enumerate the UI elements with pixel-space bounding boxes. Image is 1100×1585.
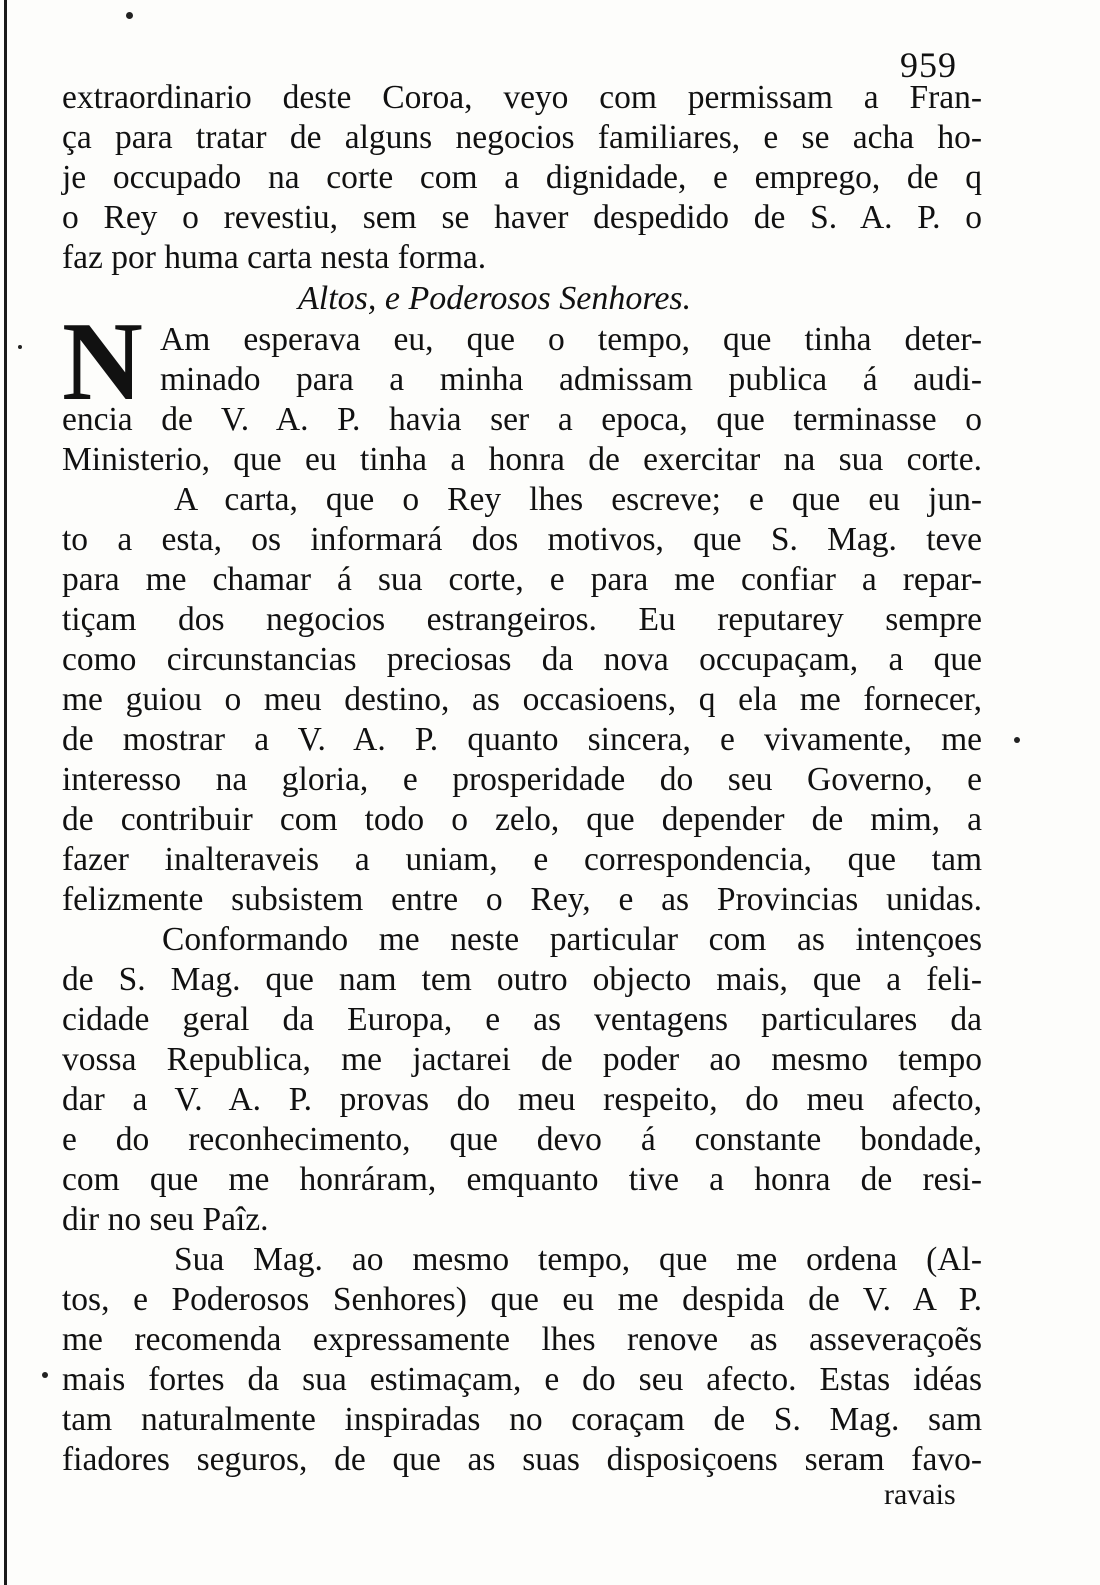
paragraph-4 (62, 920, 982, 1240)
text-line: cidade geral da Europa, e as ventagens particulares da (62, 1001, 982, 1038)
text-line: ça para tratar de alguns negocios familiares, e se acha ho- (62, 119, 982, 156)
drop-cap: N (62, 300, 143, 424)
text-line: mais fortes da sua estimaçam, e do seu afecto. Estas idéas (62, 1361, 982, 1398)
text-line: faz por huma carta nesta forma. (62, 239, 487, 276)
text-line: Conformando me neste particular com as intençoes (162, 921, 982, 958)
page-number: 959 (900, 45, 957, 85)
text-line: com que me honráram, emquanto tive a honra de resi- (62, 1161, 982, 1198)
text-line: tiçam dos negocios estrangeiros. Eu reputarey sempre (62, 601, 982, 638)
letter-salutation: Altos, e Poderosos Senhores. (298, 280, 692, 317)
page-edge-shadow (4, 0, 7, 1585)
text-line: vossa Republica, me jactarei de poder ao mesmo tempo (62, 1041, 982, 1078)
ink-speck (126, 12, 133, 19)
text-line: Am esperava eu, que o tempo, que tinha deter- (160, 321, 982, 358)
text-line: Ministerio, que eu tinha a honra de exercitar na sua corte. (62, 441, 982, 478)
text-line: interesso na gloria, e prosperidade do seu Governo, e (62, 761, 982, 798)
text-line: encia de V. A. P. havia ser a epoca, que terminasse o (62, 401, 982, 438)
text-line: me guiou o meu destino, as occasioens, q ela me fornecer, (62, 681, 982, 718)
ink-speck (18, 345, 22, 349)
paragraph-3 (62, 480, 982, 920)
page-text (62, 78, 982, 1480)
text-line: e do reconhecimento, que devo á constante bondade, (62, 1121, 982, 1158)
text-line: me recomenda expressamente lhes renove as asseveraçoẽs (62, 1321, 982, 1358)
text-line: de contribuir com todo o zelo, que depender de mim, a (62, 801, 982, 838)
text-line: o Rey o revestiu, sem se haver despedido de S. A. P. o (62, 199, 982, 236)
text-line: como circunstancias preciosas da nova occupaçam, a que (62, 641, 982, 678)
text-line: tos, e Poderosos Senhores) que eu me despida de V. A P. (62, 1281, 982, 1318)
text-line: je occupado na corte com a dignidade, e emprego, de q (62, 159, 982, 196)
text-line: de mostrar a V. A. P. quanto sincera, e vivamente, me (62, 721, 982, 758)
text-line: felizmente subsistem entre o Rey, e as Provincias unidas. (62, 881, 982, 918)
ink-speck (42, 1372, 48, 1378)
text-line: tam naturalmente inspiradas no coraçam de S. Mag. sam (62, 1401, 982, 1438)
text-line: dar a V. A. P. provas do meu respeito, do meu afecto, (62, 1081, 982, 1118)
text-line: extraordinario deste Coroa, veyo com permissam a Fran- (62, 79, 982, 116)
catchword: ravais (884, 1478, 956, 1511)
paragraph-2 (62, 300, 982, 480)
paragraph-5 (62, 1240, 982, 1480)
text-line: minado para a minha admissam publica á audi- (160, 361, 982, 398)
text-line: de S. Mag. que nam tem outro objecto mais, que a feli- (62, 961, 982, 998)
ink-speck (1014, 737, 1020, 743)
text-line: fazer inalteraveis a uniam, e correspondencia, que tam (62, 841, 982, 878)
text-line: Sua Mag. ao mesmo tempo, que me ordena (Al- (174, 1241, 982, 1278)
text-line: dir no seu Paîz. (62, 1201, 269, 1238)
paragraph-1 (62, 78, 982, 278)
text-line: fiadores seguros, de que as suas disposiçoens seram favo- (62, 1441, 982, 1478)
text-line: to a esta, os informará dos motivos, que S. Mag. teve (62, 521, 982, 558)
text-line: para me chamar á sua corte, e para me confiar a repar- (62, 561, 982, 598)
text-line: A carta, que o Rey lhes escreve; e que eu jun- (174, 481, 982, 518)
